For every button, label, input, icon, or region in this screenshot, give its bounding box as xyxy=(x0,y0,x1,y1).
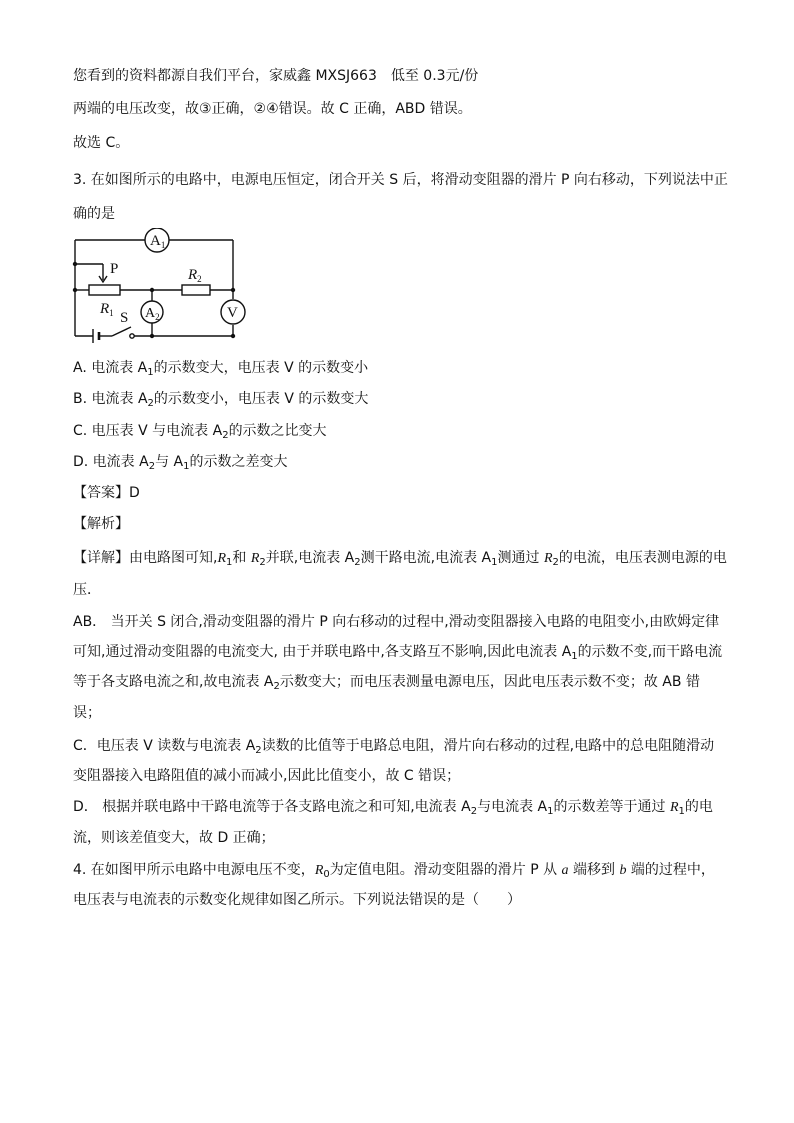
q3-option-b: B. 电流表 $A_2$的示数变小，电压表 V 的示数变大 xyxy=(73,391,369,409)
q3-option-a: A. 电流表 $A_1$的示数变大，电压表 V 的示数变小 xyxy=(73,360,369,378)
q3-detail-line3: AB． 当开关 S 闭合,滑动变阻器的滑片 P 向右移动的过程中,滑动变阻器接入电路的电阻变小,由欧姆定律 xyxy=(73,614,720,630)
q3-analysis-label: 【解析】 xyxy=(73,516,129,532)
voltmeter-v-label: V xyxy=(227,305,238,321)
q3-detail-line10: 流，则该差值变大，故 D 正确； xyxy=(73,830,275,846)
ammeter-a2-label: $A_2$ xyxy=(145,306,160,322)
q4-stem-line1: 4. 在如图甲所示电路中电源电压不变，$R_0$为定值电阻。滑动变阻器的滑片 P 从 a 端移到 b 端的过程中， xyxy=(73,862,715,880)
prev-choice-line: 故选 C。 xyxy=(73,135,130,151)
q3-detail-line6: 误； xyxy=(73,705,101,721)
q3-detail-line9: D． 根据并联电路中干路电流等于各支路电流之和可知,电流表 $A_2$与电流表 $A_1$的示数差等于通过 $R_1$的电 xyxy=(73,799,713,817)
header-note: 您看到的资料都源自我们平台，家威鑫 MXSJ663 低至 0.3元/份 xyxy=(73,68,479,84)
q3-detail-line7: C．电压表 V 读数与电流表 $A_2$读数的比值等于电路总电阻，滑片向右移动的过程,电路中的总电阻随滑动 xyxy=(73,738,715,756)
q3-detail-line1: 【详解】由电路图可知$,R_1$和 $R_2$并联,电流表 $A_2$测干路电流,电流表 $A_1$测通过 $R_2$的电流，电压表测电源的电 xyxy=(73,550,727,568)
switch-s-label: S xyxy=(120,310,129,326)
q3-option-d: D. 电流表 $A_2$与 $A_1$的示数之差变大 xyxy=(73,454,288,472)
circuit-diagram xyxy=(70,228,250,353)
ammeter-a1-label: $A_1$ xyxy=(150,233,166,250)
q3-stem-line1: 3. 在如图所示的电路中，电源电压恒定，闭合开关 S 后，将滑动变阻器的滑片 P 向右移动，下列说法中正 xyxy=(73,172,728,188)
resistor-r2-label: $R_2$ xyxy=(188,267,202,284)
q3-stem-line2: 确的是 xyxy=(73,206,115,222)
q3-option-c: C. 电压表 V 与电流表 $A_2$的示数之比变大 xyxy=(73,423,327,441)
q3-answer: 【答案】D xyxy=(73,485,140,501)
q3-detail-line2: 压． xyxy=(73,582,101,598)
q3-detail-line5: 等于各支路电流之和,故电流表 $A_2$示数变大；而电压表测量电源电压，因此电压表示数不变；故 AB 错 xyxy=(73,674,700,692)
q3-detail-line4: 可知,通过滑动变阻器的电流变大, 由于并联电路中,各支路互不影响,因此电流表 $A_1$的示数不变,而干路电流 xyxy=(73,644,723,662)
q4-stem-line2: 电压表与电流表的示数变化规律如图乙所示。下列说法错误的是（ ） xyxy=(73,892,521,908)
slider-p-label: P xyxy=(110,261,119,277)
prev-answer-line: 两端的电压改变，故③正确，②④错误。故 C 正确，ABD 错误。 xyxy=(73,101,472,117)
q3-detail-line8: 变阻器接入电路阻值的减小而减小,因此比值变小，故 C 错误； xyxy=(73,768,461,784)
resistor-r1-label: $R_1$ xyxy=(100,301,114,318)
